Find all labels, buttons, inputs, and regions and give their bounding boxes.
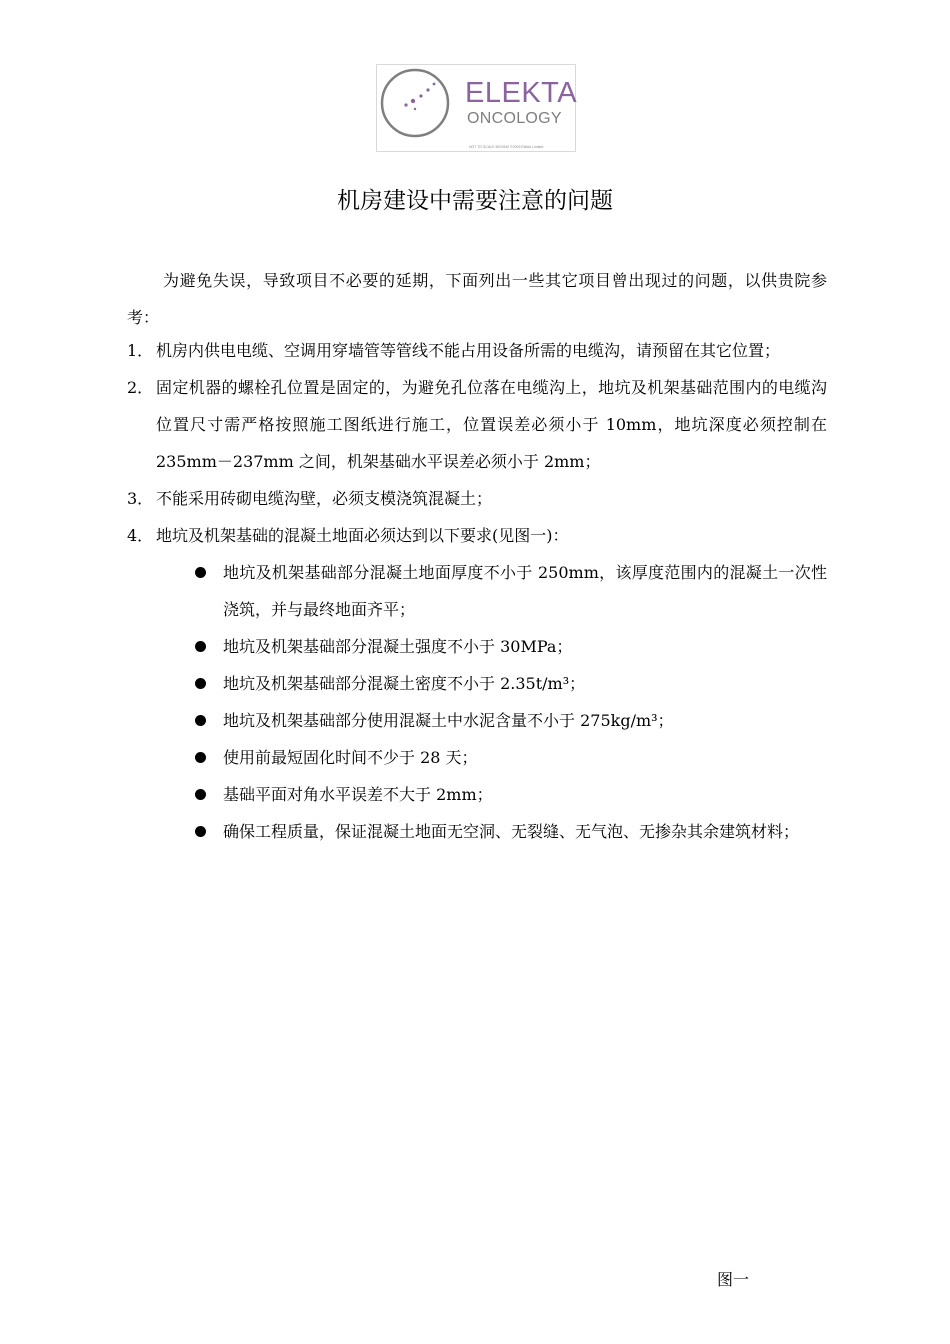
bullet-dot-icon (195, 678, 206, 689)
bullet-dot-icon (195, 715, 206, 726)
bullet-dot-icon (195, 752, 206, 763)
bullet-text: 地坑及机架基础部分混凝土强度不小于 30MPa； (223, 637, 573, 656)
list-item-2 (127, 369, 827, 480)
bullet-item (127, 739, 827, 776)
bullet-text: 基础平面对角水平误差不大于 2mm； (223, 785, 493, 804)
logo-sub-text: ONCOLOGY (467, 110, 562, 127)
bullet-dot-icon (195, 826, 206, 837)
list-marker: 3． (127, 489, 154, 508)
logo-fine-print: NOT TO SCALE 5001540 ©2009 Elekta Limited (469, 145, 544, 149)
list-marker: 2． (127, 378, 154, 397)
bullet-text: 确保工程质量，保证混凝土地面无空洞、无裂缝、无气泡、无掺杂其余建筑材料； (223, 822, 800, 841)
bullet-item (127, 665, 827, 702)
bullet-text: 地坑及机架基础部分使用混凝土中水泥含量不小于 275kg/m³； (223, 711, 674, 730)
bullet-text: 地坑及机架基础部分混凝土密度不小于 2.35t/m³； (223, 674, 586, 693)
bullet-item (127, 628, 827, 665)
bullet-text: 使用前最短固化时间不少于 28 天； (223, 748, 478, 767)
list-item-4 (127, 517, 827, 554)
list-marker: 1． (127, 341, 154, 360)
list-item-text: 机房内供电电缆、空调用穿墙管等管线不能占用设备所需的电缆沟，请预留在其它位置； (156, 341, 781, 360)
bullet-item (127, 702, 827, 739)
list-marker: 4． (127, 526, 154, 545)
bullet-item (127, 554, 827, 628)
page-title: 机房建设中需要注意的问题 (337, 188, 613, 214)
list-item-1 (127, 332, 827, 369)
numbered-list (127, 332, 827, 850)
list-item-text: 不能采用砖砌电缆沟壁，必须支模浇筑混凝土； (156, 489, 493, 508)
list-item-3 (127, 480, 827, 517)
bullet-dot-icon (195, 641, 206, 652)
elekta-logo (376, 64, 576, 152)
intro-paragraph: 为避免失误，导致项目不必要的延期，下面列出一些其它项目曾出现过的问题，以供贵院参考： (127, 271, 827, 327)
list-item-text: 地坑及机架基础的混凝土地面必须达到以下要求(见图一)： (156, 526, 569, 545)
bullet-item (127, 776, 827, 813)
bullet-text: 地坑及机架基础部分混凝土地面厚度不小于 250mm，该厚度范围内的混凝土一次性浇筑，并与最终地面齐平； (223, 563, 827, 619)
bullet-dot-icon (195, 789, 206, 800)
bullet-item (127, 813, 827, 850)
requirements-bullet-list (127, 554, 827, 850)
bullet-dot-icon (195, 567, 206, 578)
figure-caption: 图一 (717, 1270, 750, 1289)
list-item-text: 固定机器的螺栓孔位置是固定的，为避免孔位落在电缆沟上，地坑及机架基础范围内的电缆沟位置尺寸需严格按照施工图纸进行施工，位置误差必须小于 10mm，地坑深度必须控制在 235mm－237mm 之间，机架基础水平误差必须小于 2mm； (156, 378, 827, 471)
logo-brand-text: ELEKTA (465, 77, 578, 109)
elekta-circle-logo-icon (377, 65, 463, 151)
